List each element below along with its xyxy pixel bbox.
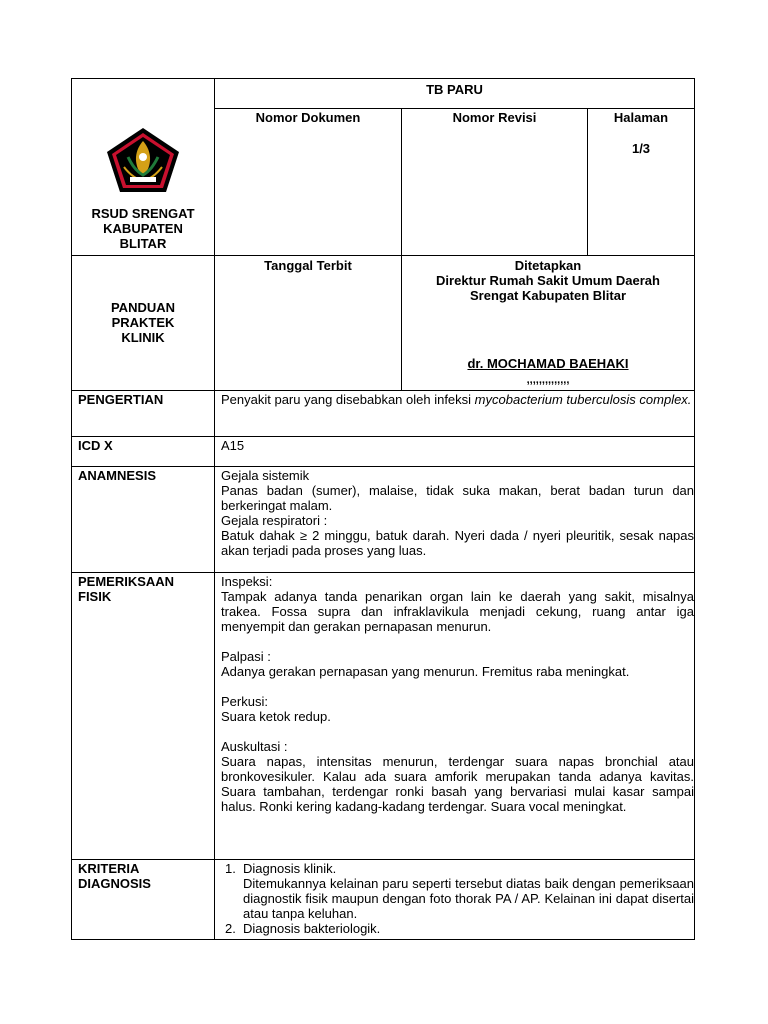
list-number: 2. — [225, 921, 236, 936]
nomor-revisi-cell — [402, 109, 588, 256]
hospital-name-line: RSUD SRENGAT — [91, 206, 195, 221]
pengertian-text: Penyakit paru yang disebabkan oleh infeksi — [221, 392, 475, 407]
palpasi-title: Palpasi : — [221, 649, 271, 664]
kriteria-list — [221, 861, 694, 936]
icd-label: ICD X — [72, 437, 215, 467]
kriteria-label-line: DIAGNOSIS — [78, 876, 151, 891]
auskultasi-title: Auskultasi : — [221, 739, 288, 754]
nomor-dokumen-label: Nomor Dokumen — [255, 110, 361, 125]
hospital-name-line: BLITAR — [119, 236, 167, 251]
document-title: TB PARU — [215, 79, 695, 109]
pengertian-label: PENGERTIAN — [72, 391, 215, 437]
anamnesis-content — [215, 467, 695, 573]
anamnesis-line: Panas badan (sumer), malaise, tidak suka makan, berat badan turun dan berkeringat malam. — [221, 483, 695, 513]
nomor-dokumen-cell — [215, 109, 402, 256]
clinical-guideline-document — [71, 78, 694, 940]
inspeksi-text: Tampak adanya tanda penarikan organ lain ke daerah yang sakit, misalnya trakea. Fossa supra dan infraklavikula menjadi cekung, ruang antar iga menyempit dan gerakan pernapasan menurun. — [221, 589, 695, 634]
perkusi-title: Perkusi: — [221, 694, 268, 709]
halaman-value: 1/3 — [631, 141, 651, 156]
hospital-crest-icon — [106, 127, 180, 193]
anamnesis-line: Gejala respiratori : — [221, 513, 328, 528]
ditetapkan-line: Direktur Rumah Sakit Umum Daerah — [436, 273, 660, 288]
kriteria-content — [215, 860, 695, 940]
document-type-line: PANDUAN — [110, 300, 176, 315]
hospital-name — [72, 206, 214, 251]
anamnesis-label: ANAMNESIS — [72, 467, 215, 573]
hospital-identity-cell — [72, 79, 215, 256]
pengertian-content — [215, 391, 695, 437]
halaman-label: Halaman — [613, 110, 669, 125]
list-item — [221, 861, 694, 921]
kriteria-item-text: Ditemukannya kelainan paru seperti tersebut diatas baik dengan pemeriksaan diagnostik fisik maupun dengan foto thorak PA / AP. Kelainan ini dapat disertai atau tanpa keluhan. — [243, 876, 695, 921]
document-type-cell — [72, 256, 215, 391]
list-number: 1. — [225, 861, 236, 876]
icd-value: A15 — [215, 437, 695, 467]
ditetapkan-line: Srengat Kabupaten Blitar — [469, 288, 627, 303]
inspeksi-title: Inspeksi: — [221, 574, 273, 589]
auskultasi-text: Suara napas, intensitas menurun, terdengar suara napas bronchial atau bronkovesikuler. Kalau ada suara amforik merupakan tanda adanya kavitas. Suara tambahan, terdengar ronki basah yang bervariasi mulai kasar sampai halus. Ronki kering kadang-kadang terdengar. Suara vocal meningkat. — [221, 754, 695, 814]
hospital-name-line: KABUPATEN — [103, 221, 183, 236]
kriteria-label-line: KRITERIA — [78, 861, 140, 876]
pemeriksaan-label — [72, 573, 215, 860]
kriteria-item-title: Diagnosis bakteriologik. — [243, 921, 381, 936]
perkusi-text: Suara ketok redup. — [221, 709, 331, 724]
signer-nip: ,,,,,,,,,,,,,, — [526, 374, 570, 386]
anamnesis-line: Gejala sistemik — [221, 468, 310, 483]
halaman-cell — [588, 109, 695, 256]
ditetapkan-cell — [402, 256, 695, 391]
anamnesis-line: Batuk dahak ≥ 2 minggu, batuk darah. Nyeri dada / nyeri pleuritik, sesak napas akan terjadi pada proses yang luas. — [221, 528, 695, 558]
pemeriksaan-label-line: FISIK — [78, 589, 112, 604]
tanggal-terbit-cell — [215, 256, 402, 391]
pengertian-italic-text: mycobacterium tuberculosis complex. — [474, 392, 692, 407]
palpasi-text: Adanya gerakan pernapasan yang menurun. Fremitus raba meningkat. — [221, 664, 630, 679]
nomor-revisi-label: Nomor Revisi — [452, 110, 537, 125]
list-item — [221, 921, 694, 936]
pemeriksaan-content — [215, 573, 695, 860]
header-table — [71, 78, 695, 940]
document-type-line: KLINIK — [121, 330, 165, 345]
kriteria-item-title: Diagnosis klinik. — [243, 861, 337, 876]
tanggal-terbit-label: Tanggal Terbit — [264, 258, 352, 273]
signer-name: dr. MOCHAMAD BAEHAKI — [467, 356, 629, 371]
ditetapkan-label: Ditetapkan — [514, 258, 582, 273]
pemeriksaan-label-line: PEMERIKSAAN — [78, 574, 175, 589]
kriteria-label — [72, 860, 215, 940]
document-type-line: PRAKTEK — [111, 315, 175, 330]
